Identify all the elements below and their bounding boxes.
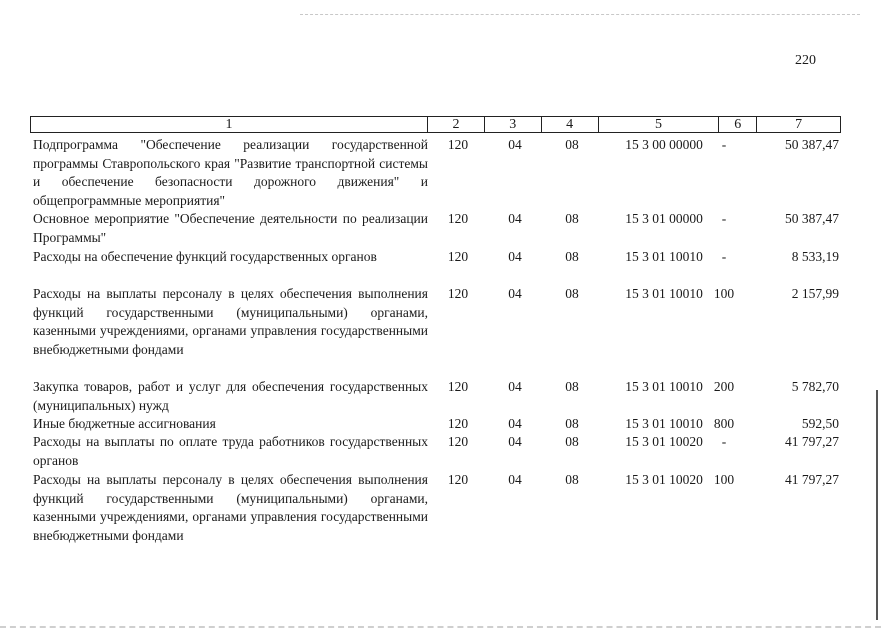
cell-col-3: 04 (508, 434, 522, 449)
cell-col-4: 08 (565, 416, 579, 431)
table-header (30, 116, 841, 133)
row-description: Основное мероприятие "Обеспечение деятельности по реализации Программы" (33, 211, 428, 245)
cell-col-4: 08 (565, 472, 579, 487)
cell-col-2: 120 (447, 137, 469, 152)
row-description: Расходы на обеспечение функций государственных органов (33, 249, 377, 264)
cell-col-6: - (721, 434, 727, 449)
scan-edge-bottom (0, 626, 881, 628)
cell-col-6: 800 (713, 416, 735, 431)
cell-col-6: 100 (713, 472, 735, 487)
cell-col-5: 15 3 01 10010 (625, 416, 703, 431)
row-description: Подпрограмма "Обеспечение реализации государственной программы Ставропольского края "Развитие транспортной системы и обеспечение безопасности дорожного движения" и общепрограммные мероприятия" (33, 137, 428, 208)
row-description: Расходы на выплаты персоналу в целях обеспечения выполнения функций государственными (муниципальными) органами, казенными учреждениями, органами управления государственными внебюджетными фондами (33, 286, 428, 357)
header-col-5: 5 (599, 117, 720, 132)
cell-col-3: 04 (508, 211, 522, 226)
cell-col-6: - (721, 249, 727, 264)
cell-col-4: 08 (565, 211, 579, 226)
cell-col-3: 04 (508, 416, 522, 431)
cell-col-3: 04 (508, 137, 522, 152)
cell-col-7: 2 157,99 (791, 286, 839, 301)
cell-col-3: 04 (508, 379, 522, 394)
cell-col-6: - (721, 137, 727, 152)
cell-col-2: 120 (447, 286, 469, 301)
cell-col-6: 200 (713, 379, 735, 394)
row-description: Расходы на выплаты персоналу в целях обеспечения выполнения функций государственными (муниципальными) органами, казенными учреждениями, органами управления государственными внебюджетными фондами (33, 472, 428, 543)
cell-col-3: 04 (508, 472, 522, 487)
row-description: Иные бюджетные ассигнования (33, 416, 216, 431)
cell-col-5: 15 3 01 10020 (625, 434, 703, 449)
cell-col-2: 120 (447, 472, 469, 487)
cell-col-7: 50 387,47 (785, 211, 839, 226)
cell-col-3: 04 (508, 249, 522, 264)
cell-col-5: 15 3 01 10020 (625, 472, 703, 487)
cell-col-6: 100 (713, 286, 735, 301)
cell-col-5: 15 3 00 00000 (625, 137, 703, 152)
cell-col-5: 15 3 01 10010 (625, 249, 703, 264)
cell-col-4: 08 (565, 137, 579, 152)
cell-col-7: 41 797,27 (785, 472, 839, 487)
cell-col-3: 04 (508, 286, 522, 301)
cell-col-5: 15 3 01 10010 (625, 379, 703, 394)
cell-col-2: 120 (447, 434, 469, 449)
cell-col-5: 15 3 01 00000 (625, 211, 703, 226)
cell-col-2: 120 (447, 249, 469, 264)
cell-col-7: 8 533,19 (791, 249, 839, 264)
cell-col-2: 120 (447, 211, 469, 226)
cell-col-4: 08 (565, 379, 579, 394)
cell-col-6: - (721, 211, 727, 226)
row-description: Расходы на выплаты по оплате труда работников государственных органов (33, 434, 428, 468)
header-col-3: 3 (485, 117, 542, 132)
header-col-6: 6 (719, 117, 757, 132)
page-number: 220 (795, 53, 816, 68)
cell-col-2: 120 (447, 379, 469, 394)
cell-col-4: 08 (565, 434, 579, 449)
scan-edge-right (876, 390, 878, 620)
row-description: Закупка товаров, работ и услуг для обеспечения государственных (муниципальных) нужд (33, 379, 428, 413)
cell-col-4: 08 (565, 286, 579, 301)
header-col-7: 7 (795, 117, 803, 132)
cell-col-7: 5 782,70 (791, 379, 839, 394)
header-col-1: 1 (31, 117, 428, 132)
cell-col-7: 41 797,27 (785, 434, 839, 449)
cell-col-7: 592,50 (801, 416, 839, 431)
cell-col-5: 15 3 01 10010 (625, 286, 703, 301)
cell-col-2: 120 (447, 416, 469, 431)
header-col-4: 4 (542, 117, 599, 132)
cell-col-4: 08 (565, 249, 579, 264)
cell-col-7: 50 387,47 (785, 137, 839, 152)
header-col-2: 2 (428, 117, 485, 132)
scan-edge-top (300, 14, 860, 15)
